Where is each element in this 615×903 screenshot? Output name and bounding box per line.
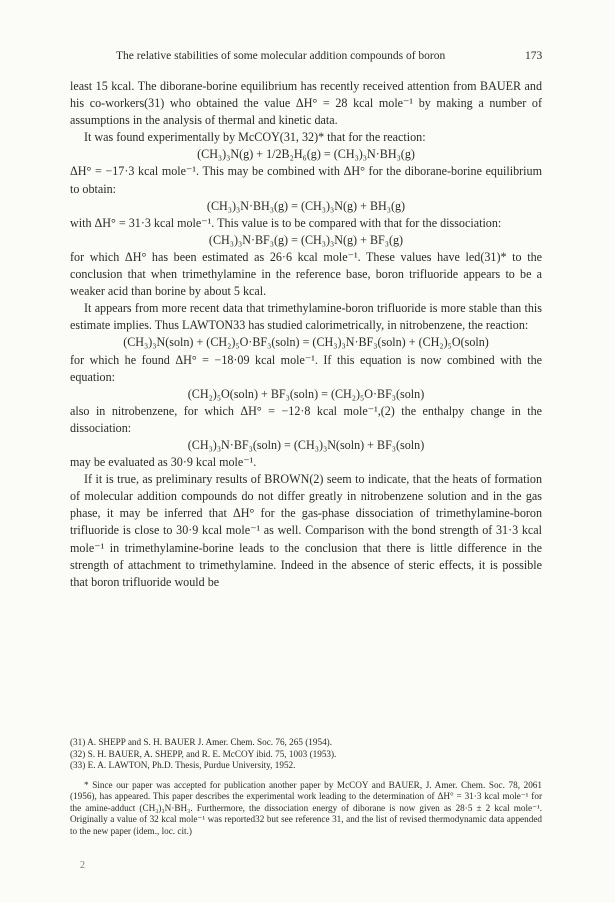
footnote-31: (31) A. SHEPP and S. H. BAUER J. Amer. Chem. Soc. 76, 265 (1954).: [70, 737, 333, 747]
footnote-33: (33) E. A. LAWTON, Ph.D. Thesis, Purdue University, 1952.: [70, 760, 296, 770]
paragraph: may be evaluated as 30·9 kcal mole⁻¹.: [70, 455, 257, 470]
equation: (CH₃)₃N·BF₃(g) = (CH₃)₃N(g) + BF₃(g): [208, 232, 404, 247]
body-text: [70, 78, 542, 591]
paragraph: ΔH° = −17·3 kcal mole⁻¹. This may be combined with ΔH° for the diborane-borine equilibrium to obtain:: [70, 164, 542, 196]
paragraph: It appears from more recent data that trimethylamine-boron trifluoride is more stable than this estimate implies. Thus LAWTON33 has studied calorimetrically, in nitrobenzene, the reaction:: [70, 301, 542, 333]
paragraph: If it is true, as preliminary results of BROWN(2) seem to indicate, that the heats of formation of molecular addition compounds do not differ greatly in nitrobenzene solution and in the gas phase, it may be inferred that ΔH° for the gas-phase dissociation of trimethylamine-boron trifluoride is close to 30·9 kcal mole⁻¹ as well. Comparison with the bond strength of 31·3 kcal mole⁻¹ in trimethylamine-borine leads to the conclusion that there is little difference in the strength of attachment to trimethylamine. Indeed in the absence of steric effects, it is possible that boron trifluoride would be: [70, 472, 542, 589]
footnote-32: (32) S. H. BAUER, A. SHEPP, and R. E. McCOY ibid. 75, 1003 (1953).: [70, 748, 337, 759]
running-header: [0, 50, 615, 68]
equation: (CH₃)₃N(g) + 1/2B₂H₆(g) = (CH₃)₃N·BH₃(g): [197, 147, 415, 162]
printer-signature: 2: [80, 860, 85, 871]
page-number: 173: [525, 50, 543, 62]
equation: (CH₃)₃N·BH₃(g) = (CH₃)₃N(g) + BH₃(g): [206, 198, 406, 213]
paragraph: for which he found ΔH° = −18·09 kcal mole⁻¹. If this equation is now combined with the equation:: [70, 352, 542, 384]
footnotes: [70, 737, 542, 837]
paragraph: least 15 kcal. The diborane-borine equilibrium has recently received attention from BAUER and his co-workers(31) who obtained the value ΔH° = 28 kcal mole⁻¹ by making a number of assumptions in the analysis of thermal and kinetic data.: [70, 79, 542, 128]
paragraph: with ΔH° = 31·3 kcal mole⁻¹. This value is to be compared with that for the dissociation:: [70, 215, 502, 230]
running-title: The relative stabilities of some molecular addition compounds of boron: [116, 50, 446, 62]
paragraph: for which ΔH° has been estimated as 26·6 kcal mole⁻¹. These values have led(31)* to the conclusion that when trimethylamine in the reference base, boron trifluoride appears to be a weaker acid than borine by about 5 kcal.: [70, 249, 542, 299]
paragraph: It was found experimentally by McCOY(31, 32)* that for the reaction:: [84, 130, 426, 145]
footnote-star: * Since our paper was accepted for publication another paper by McCOY and BAUER, J. Amer. Chem. Soc. 78, 2061 (1956), has appeared. This paper describes the experimental work leading to the determination of ΔH° = 31·3 kcal mole⁻¹ for the amine-adduct (CH₃)₃N·BH₃. Furthermore, the dissociation energy of diborane is now given as 28·5 ± 2 kcal mole⁻¹. Originally a value of 32 kcal mole⁻¹ was reported32 but see reference 31, and the list of revised thermodynamic data appended to the new paper (idem., loc. cit.): [70, 779, 542, 836]
equation: (CH₂)₅O(soln) + BF₃(soln) = (CH₂)₅O·BF₃(soln): [187, 386, 425, 401]
paragraph: also in nitrobenzene, for which ΔH° = −12·8 kcal mole⁻¹,(2) the enthalpy change in the dissociation:: [70, 403, 542, 435]
equation: (CH₃)₃N(soln) + (CH₂)₅O·BF₃(soln) = (CH₃)₃N·BF₃(soln) + (CH₂)₅O(soln): [123, 335, 489, 350]
equation: (CH₃)₃N·BF₃(soln) = (CH₃)₃N(soln) + BF₃(soln): [187, 437, 425, 452]
